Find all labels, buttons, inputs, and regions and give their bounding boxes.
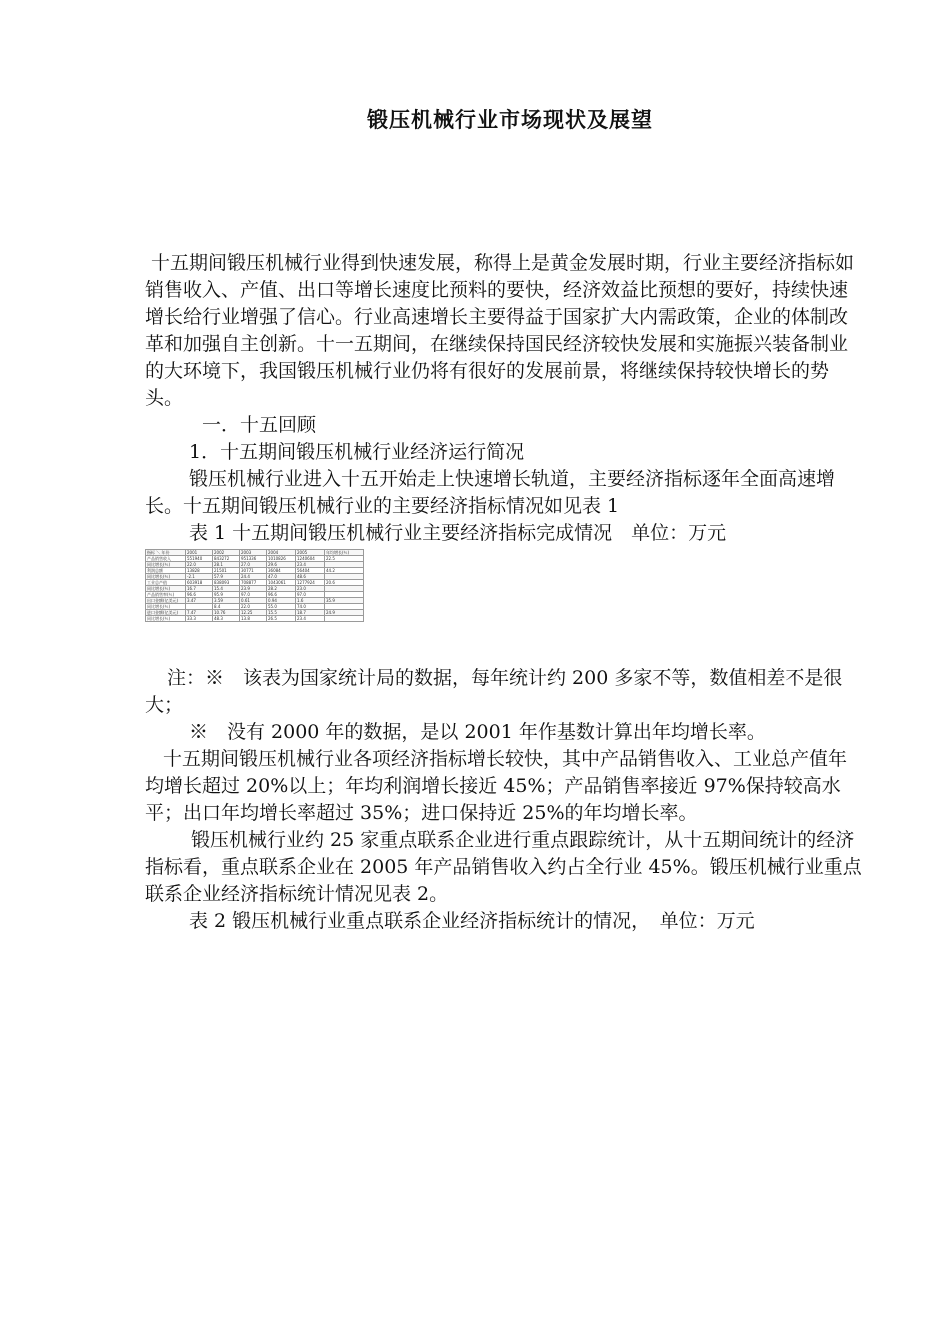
table1-cell: 7.47 (186, 610, 213, 616)
table1-cell: 3.47 (186, 598, 213, 604)
table1-cell: 708877 (240, 580, 267, 586)
table1-cell: 指标 ＼ 年份 (146, 550, 186, 556)
table1-cell: 28.2 (267, 586, 296, 592)
table1-cell: 13.8 (240, 616, 267, 622)
table1-cell: 12.25 (240, 610, 267, 616)
table1-cell: 18.7 (296, 610, 325, 616)
table1-cell: 同比增长(％) (146, 574, 186, 580)
table1-cell: 33.3 (186, 616, 213, 622)
table1-cell: 24.4 (240, 574, 267, 580)
table1-cell: 0.61 (240, 598, 267, 604)
table1 (145, 549, 364, 622)
table1-cell: 工业总产值 (146, 580, 186, 586)
table1-cell: -2.1 (186, 574, 213, 580)
table1-cell: 年均增长(％) (325, 550, 364, 556)
table1-cell: 23.4 (296, 562, 325, 568)
table1-cell: 29.6 (267, 562, 296, 568)
table1-cell: 28.1 (213, 562, 240, 568)
table1-cell: 同比增长(％) (146, 586, 186, 592)
table1-cell: 30771 (240, 568, 267, 574)
section-heading: 一．十五回顾 (202, 414, 317, 436)
table1-cell: 44.2 (325, 568, 364, 574)
table1-cell: 1240604 (296, 556, 325, 562)
table1-cell: 23.4 (296, 616, 325, 622)
table1-cell: 21501 (213, 568, 240, 574)
table1-cell: 951336 (240, 556, 267, 562)
document-body (145, 250, 865, 935)
subsection-heading: 1．十五期间锻压机械行业经济运行简况 (189, 441, 525, 463)
table1-cell: 同比增长(％) (146, 616, 186, 622)
table1-cell: 27.0 (240, 562, 267, 568)
table1-cell: 2002 (213, 550, 240, 556)
table1-cell: 同比增长(％) (146, 604, 186, 610)
table1-cell: 24.9 (325, 610, 364, 616)
table1-cell: 26.5 (267, 616, 296, 622)
paragraph-key-enterprises: 锻压机械行业约 25 家重点联系企业进行重点跟踪统计，从十五期间统计的经济指标看，重点联系企业在 2005 年产品销售收入约占全行业 45%。锻压机械行业重点联系企业经济指标统计情况见表 2。 (145, 829, 862, 905)
paragraph-table1-intro: 锻压机械行业进入十五开始走上快速增长轨道，主要经济指标逐年全面高速增长。十五期间锻压机械行业的主要经济指标情况如见表 1 (145, 468, 836, 517)
table1-cell: 2001 (186, 550, 213, 556)
intro-paragraph: 十五期间锻压机械行业得到快速发展，称得上是黄金发展时期，行业主要经济指标如销售收入、产值、出口等增长速度比预料的要快，经济效益比预想的要好，持续快速增长给行业增强了信心。行业高速增长主要得益于国家扩大内需政策，企业的体制改革和加强自主创新。十一五期间，在继续保持国民经济较快发展和实施振兴装备制业的大环境下，我国锻压机械行业仍将有很好的发展前景，将继续保持较快增长的势头。 (145, 252, 855, 409)
table1-cell: 进口金额(亿美元) (146, 610, 186, 616)
table1-cell: 56404 (296, 568, 325, 574)
table1-cell: 22.5 (325, 556, 364, 562)
table1-cell: 23.9 (240, 586, 267, 592)
table1-cell: 1043061 (267, 580, 296, 586)
table1-cell: 出口金额(亿美元) (146, 598, 186, 604)
table1-cell: 产品销售收入 (146, 556, 186, 562)
table1-cell: 48.6 (296, 574, 325, 580)
table-row (146, 616, 364, 622)
table1-cell: 2003 (240, 550, 267, 556)
table1-cell: 20.6 (325, 580, 364, 586)
table1-cell: 96.6 (186, 592, 213, 598)
table1-cell: 96.6 (267, 592, 296, 598)
table1-cell: 74.0 (296, 604, 325, 610)
table1-cell: 2004 (267, 550, 296, 556)
table1-cell: 2005 (296, 550, 325, 556)
table1-cell: 10.76 (213, 610, 240, 616)
table1-cell: 35.9 (325, 598, 364, 604)
table1-cell: 57.9 (213, 574, 240, 580)
table1-cell: 603918 (186, 580, 213, 586)
table1-cell: 838093 (213, 580, 240, 586)
note-1: 注：※ 该表为国家统计局的数据，每年统计约 200 多家不等，数值相差不是很大； (145, 667, 843, 716)
table1-cell: 22.0 (240, 604, 267, 610)
document-title: 锻压机械行业市场现状及展望 (367, 108, 653, 132)
table1-cell: 15.4 (213, 586, 240, 592)
table1-cell: 22.0 (186, 562, 213, 568)
table1-cell: 23.0 (296, 586, 325, 592)
table1-cell: 15.5 (267, 610, 296, 616)
table1-cell (325, 616, 364, 622)
table1-cell: 同比增长(％) (146, 562, 186, 568)
table1-cell: 16.7 (186, 586, 213, 592)
table1-cell: 97.0 (240, 592, 267, 598)
table1-cell: 利润总额 (146, 568, 186, 574)
paragraph-growth-summary: 十五期间锻压机械行业各项经济指标增长较快，其中产品销售收入、工业总产值年均增长超过 20%以上；年均利润增长接近 45%；产品销售率接近 97%保持较高水平；出口年均增长率超过 35%；进口保持近 25%的年均增长率。 (145, 748, 848, 824)
table1-cell: 1.6 (296, 598, 325, 604)
table1-cell: 产品销售率(％) (146, 592, 186, 598)
table1-cell: 1277924 (296, 580, 325, 586)
table1-cell: 47.0 (267, 574, 296, 580)
table1-cell: 8.4 (213, 604, 240, 610)
table1-cell: 3.59 (213, 598, 240, 604)
table1-cell: 95.9 (213, 592, 240, 598)
table1-cell: 55.0 (267, 604, 296, 610)
table1-container (145, 549, 865, 665)
table1-cell: 97.0 (296, 592, 325, 598)
table1-caption: 表 1 十五期间锻压机械行业主要经济指标完成情况 单位：万元 (189, 522, 727, 544)
table1-cell: 1010826 (267, 556, 296, 562)
table1-cell: 551940 (186, 556, 213, 562)
note-2: ※ 没有 2000 年的数据，是以 2001 年作基数计算出年均增长率。 (189, 721, 766, 743)
table2-caption: 表 2 锻压机械行业重点联系企业经济指标统计的情况， 单位：万元 (189, 910, 755, 932)
table1-cell: 48.3 (213, 616, 240, 622)
table1-cell: 13828 (186, 568, 213, 574)
table1-cell: 843272 (213, 556, 240, 562)
table1-cell: 36084 (267, 568, 296, 574)
table1-cell: 0.94 (267, 598, 296, 604)
